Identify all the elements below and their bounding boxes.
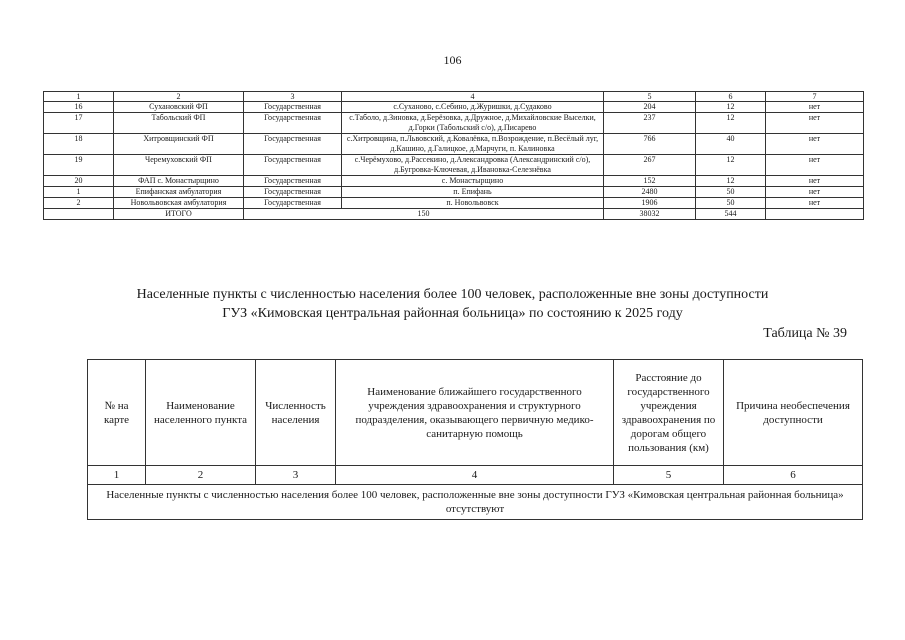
table-row	[44, 102, 864, 113]
column-number: 2	[146, 466, 256, 485]
note-row	[88, 485, 863, 520]
row-number: 20	[44, 176, 114, 187]
header-settlement-name: Наименование населенного пункта	[146, 360, 256, 466]
header-population: Численность населения	[256, 360, 336, 466]
column-number: 3	[256, 466, 336, 485]
row-number: 19	[44, 155, 114, 176]
settlements-list: с.Таболо, д.Зиновка, д.Берёзовка, д.Дружное, д.Михайловские Выселки, д.Горки (Табольский с/о), д.Писарево	[342, 113, 604, 134]
distance: 12	[696, 155, 766, 176]
row-number: 16	[44, 102, 114, 113]
flag: нет	[766, 198, 864, 209]
distance: 12	[696, 102, 766, 113]
facilities-table	[43, 91, 864, 220]
page-number: 106	[443, 53, 462, 67]
table-row	[44, 176, 864, 187]
column-number: 4	[336, 466, 614, 485]
section-caption-line2: ГУЗ «Кимовская центральная районная больница» по состоянию к 2025 году	[222, 306, 683, 321]
ownership-type: Государственная	[244, 198, 342, 209]
note-text: Населенные пункты с численностью населения более 100 человек, расположенные вне зоны доступности ГУЗ «Кимовская центральная районная больница» отсутствуют	[88, 485, 863, 520]
population: 152	[604, 176, 696, 187]
ownership-type: Государственная	[244, 134, 342, 155]
facility-name: Черемуховский ФП	[114, 155, 244, 176]
header-cell: 4	[342, 92, 604, 102]
table-row	[44, 134, 864, 155]
row-number: 1	[44, 187, 114, 198]
population: 2480	[604, 187, 696, 198]
population: 204	[604, 102, 696, 113]
distance: 12	[696, 113, 766, 134]
table-header-row	[88, 360, 863, 466]
facility-name: Епифанская амбулатория	[114, 187, 244, 198]
flag: нет	[766, 176, 864, 187]
table-row	[44, 187, 864, 198]
header-cell: 1	[44, 92, 114, 102]
row-number: 2	[44, 198, 114, 209]
flag: нет	[766, 113, 864, 134]
total-row	[44, 209, 864, 220]
population: 1906	[604, 198, 696, 209]
table-number: Таблица № 39	[763, 326, 847, 341]
total-count: 150	[244, 209, 604, 220]
column-number: 5	[614, 466, 724, 485]
header-cell: 7	[766, 92, 864, 102]
population: 267	[604, 155, 696, 176]
settlements-list: с.Суханово, с.Себино, д.Журишки, д.Судаково	[342, 102, 604, 113]
header-distance: Расстояние до государственного учреждения здравоохранения по дорогам общего пользования (км)	[614, 360, 724, 466]
empty-cell	[44, 209, 114, 220]
distance: 50	[696, 198, 766, 209]
settlements-list: с. Монастырщино	[342, 176, 604, 187]
settlements-list: с.Черёмухово, д.Рассекино, д.Александровка (Александринский с/о), д.Бугровка-Ключевая, д.Ивановка-Селезнёвка	[342, 155, 604, 176]
total-population: 38032	[604, 209, 696, 220]
table-header-row	[44, 92, 864, 102]
ownership-type: Государственная	[244, 102, 342, 113]
total-distance: 544	[696, 209, 766, 220]
table-row	[44, 155, 864, 176]
section-caption-line1: Населенные пункты с численностью населения более 100 человек, расположенные вне зоны доступности	[136, 287, 769, 302]
population: 766	[604, 134, 696, 155]
column-number: 1	[88, 466, 146, 485]
flag: нет	[766, 102, 864, 113]
header-nearest-institution: Наименование ближайшего государственного учреждения здравоохранения и структурного подразделения, оказывающего первичную медико-санитарную помощь	[336, 360, 614, 466]
distance: 40	[696, 134, 766, 155]
distance: 50	[696, 187, 766, 198]
table-row	[44, 198, 864, 209]
flag: нет	[766, 187, 864, 198]
row-number: 18	[44, 134, 114, 155]
settlements-list: п. Новольвовск	[342, 198, 604, 209]
distance: 12	[696, 176, 766, 187]
settlements-list: с.Хитровщина, п.Львовский, д.Ковалёвка, п.Возрождение, п.Весёлый луг, д.Кашино, д.Галицкое, д.Марчуги, п. Калиновка	[342, 134, 604, 155]
ownership-type: Государственная	[244, 155, 342, 176]
column-number: 6	[724, 466, 863, 485]
facility-name: Сухановский ФП	[114, 102, 244, 113]
table-row	[44, 113, 864, 134]
settlements-list: п. Епифань	[342, 187, 604, 198]
header-map-number: № на карте	[88, 360, 146, 466]
header-cell: 2	[114, 92, 244, 102]
facility-name: Табольский ФП	[114, 113, 244, 134]
out-of-reach-table	[87, 359, 863, 520]
header-cell: 6	[696, 92, 766, 102]
facility-name: Хитровщинский ФП	[114, 134, 244, 155]
ownership-type: Государственная	[244, 113, 342, 134]
ownership-type: Государственная	[244, 187, 342, 198]
facility-name: Новольвовская амбулатория	[114, 198, 244, 209]
total-label: ИТОГО	[114, 209, 244, 220]
ownership-type: Государственная	[244, 176, 342, 187]
row-number: 17	[44, 113, 114, 134]
empty-cell	[766, 209, 864, 220]
column-numbers-row	[88, 466, 863, 485]
header-reason: Причина необеспечения доступности	[724, 360, 863, 466]
flag: нет	[766, 155, 864, 176]
header-cell: 5	[604, 92, 696, 102]
flag: нет	[766, 134, 864, 155]
population: 237	[604, 113, 696, 134]
facility-name: ФАП с. Монастырщино	[114, 176, 244, 187]
header-cell: 3	[244, 92, 342, 102]
